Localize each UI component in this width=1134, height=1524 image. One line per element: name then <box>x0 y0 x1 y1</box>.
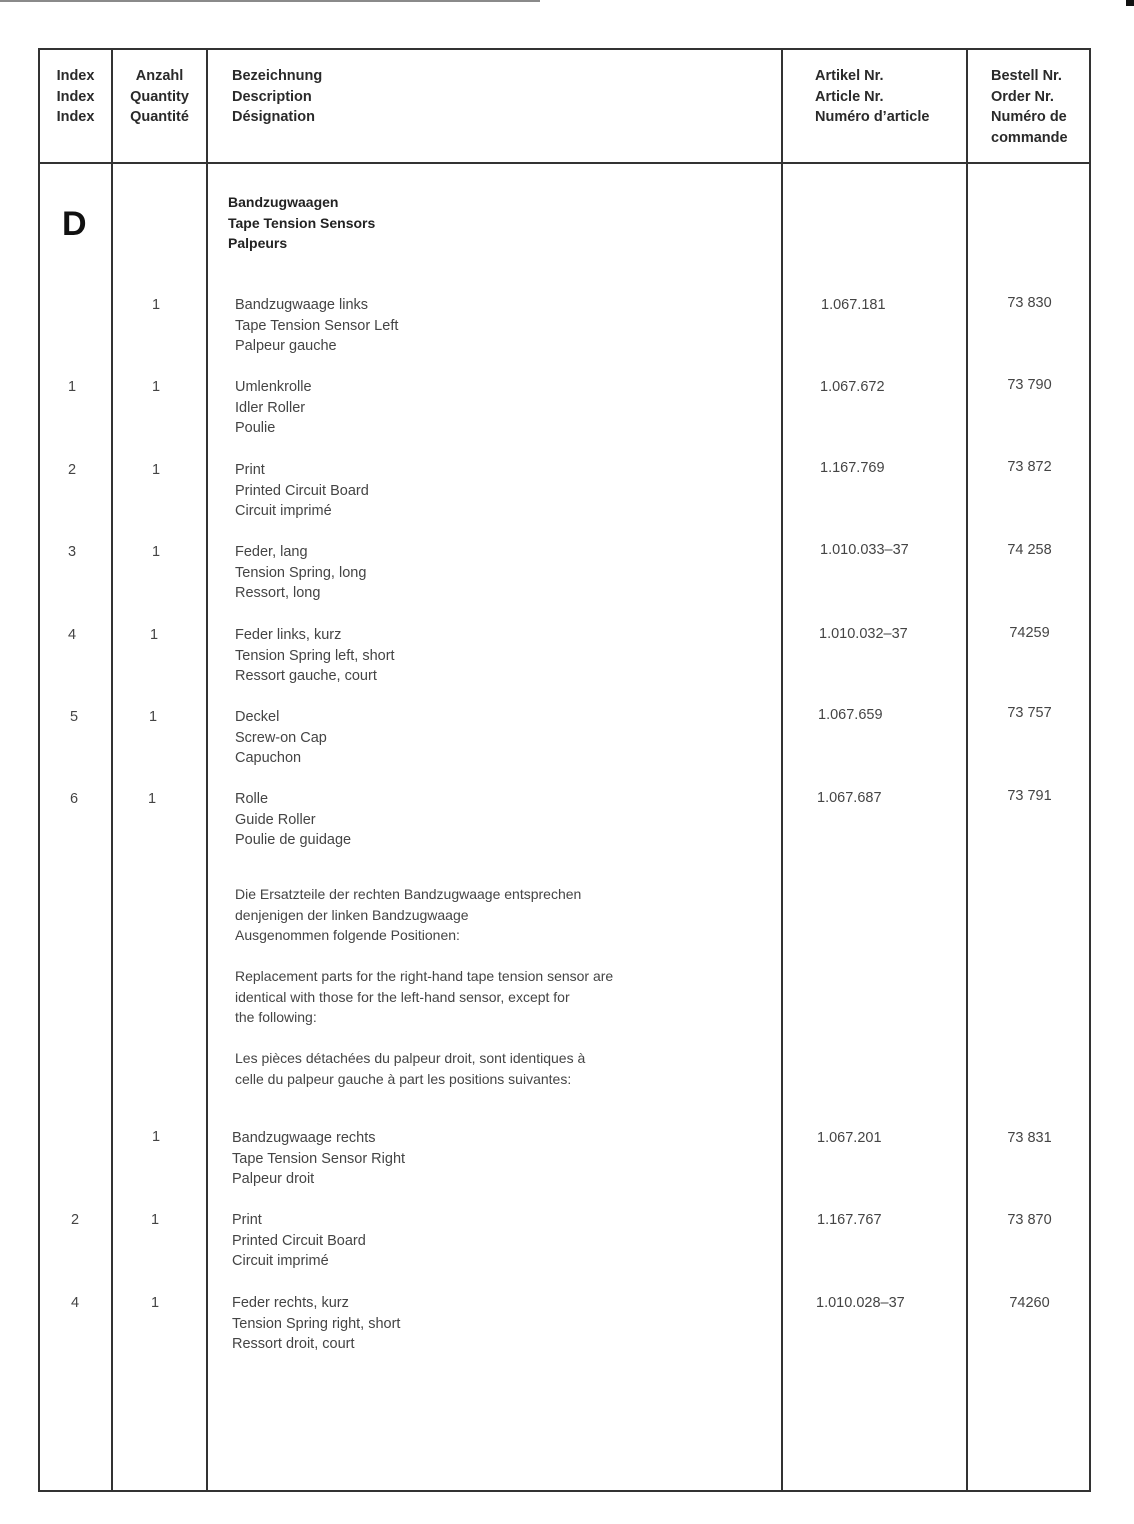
row-index: 2 <box>67 462 77 478</box>
row-description: Bandzugwaage rechts Tape Tension Sensor Right Palpeur droit <box>232 1130 406 1187</box>
row-quantity: 1 <box>151 462 161 478</box>
row-order-number: 74259 <box>1009 625 1050 641</box>
row-index: 6 <box>69 791 79 807</box>
row-article-number: 1.067.659 <box>818 707 883 723</box>
row-article-number: 1.010.033–37 <box>820 542 909 558</box>
column-divider <box>781 48 783 1492</box>
row-article-number: 1.067.672 <box>820 379 885 395</box>
row-quantity: 1 <box>150 1295 160 1311</box>
row-index: 4 <box>67 627 77 643</box>
row-quantity: 1 <box>151 379 161 395</box>
parts-table-frame <box>38 48 1091 1492</box>
row-quantity: 1 <box>151 297 161 313</box>
header-order-number: Bestell Nr. Order Nr. Numéro de commande <box>991 68 1068 146</box>
row-order-number: 74 258 <box>1007 542 1052 558</box>
header-divider <box>38 162 1091 164</box>
row-description: Print Printed Circuit Board Circuit imprimé <box>232 1212 366 1269</box>
row-index: 2 <box>70 1212 80 1228</box>
row-article-number: 1.167.767 <box>817 1212 882 1228</box>
row-order-number: 73 757 <box>1007 705 1052 721</box>
row-article-number: 1.067.181 <box>821 297 886 313</box>
scan-top-edge-line <box>0 0 540 2</box>
row-order-number: 73 830 <box>1007 295 1052 311</box>
row-quantity: 1 <box>151 1129 161 1145</box>
row-index: 3 <box>67 544 77 560</box>
row-article-number: 1.010.032–37 <box>819 626 908 642</box>
row-description: Print Printed Circuit Board Circuit imprimé <box>235 462 369 519</box>
column-divider <box>111 48 113 1492</box>
scan-corner-mark <box>1126 0 1134 6</box>
row-article-number: 1.010.028–37 <box>816 1295 905 1311</box>
section-title: Bandzugwaagen Tape Tension Sensors Palpeurs <box>228 194 376 251</box>
row-description: Feder rechts, kurz Tension Spring right, short Ressort droit, court <box>232 1295 401 1352</box>
row-quantity: 1 <box>151 544 161 560</box>
note-english: Replacement parts for the right-hand tape tension sensor are identical with those for the left-hand sensor, except for the following: <box>235 968 614 1025</box>
row-quantity: 1 <box>147 791 157 807</box>
row-index: 4 <box>70 1295 80 1311</box>
row-description: Feder links, kurz Tension Spring left, short Ressort gauche, court <box>235 627 395 684</box>
note-french: Les pièces détachées du palpeur droit, sont identiques à celle du palpeur gauche à part les positions suivantes: <box>235 1050 586 1087</box>
row-index: 1 <box>67 379 77 395</box>
row-description: Rolle Guide Roller Poulie de guidage <box>235 791 352 848</box>
column-divider <box>206 48 208 1492</box>
note-german: Die Ersatzteile der rechten Bandzugwaage entsprechen denjenigen der linken Bandzugwaage Ausgenommen folgende Positionen: <box>235 886 582 943</box>
row-description: Umlenkrolle Idler Roller Poulie <box>235 379 312 436</box>
row-description: Deckel Screw-on Cap Capuchon <box>235 709 327 766</box>
header-index: Index Index Index <box>56 68 95 125</box>
row-description: Bandzugwaage links Tape Tension Sensor Left Palpeur gauche <box>235 297 399 354</box>
row-quantity: 1 <box>150 1212 160 1228</box>
row-order-number: 73 831 <box>1007 1130 1052 1146</box>
row-order-number: 73 872 <box>1007 459 1052 475</box>
column-divider <box>966 48 968 1492</box>
row-article-number: 1.067.687 <box>817 790 882 806</box>
row-quantity: 1 <box>149 627 159 643</box>
row-description: Feder, lang Tension Spring, long Ressort, long <box>235 544 367 601</box>
row-article-number: 1.167.769 <box>820 460 885 476</box>
row-order-number: 73 790 <box>1007 377 1052 393</box>
header-quantity: Anzahl Quantity Quantité <box>130 68 189 125</box>
row-article-number: 1.067.201 <box>817 1130 882 1146</box>
header-description: Bezeichnung Description Désignation <box>232 68 323 125</box>
header-article-number: Artikel Nr. Article Nr. Numéro d’article <box>815 68 930 125</box>
row-order-number: 73 791 <box>1007 788 1052 804</box>
row-order-number: 74260 <box>1009 1295 1050 1311</box>
row-index: 5 <box>69 709 79 725</box>
row-quantity: 1 <box>148 709 158 725</box>
row-order-number: 73 870 <box>1007 1212 1052 1228</box>
section-letter: D <box>62 205 87 243</box>
